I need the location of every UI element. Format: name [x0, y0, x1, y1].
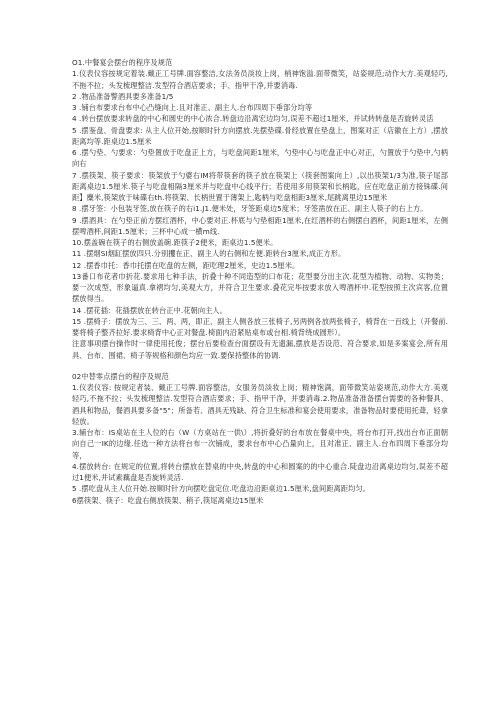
section-item: 12 .摆香巾托：香巾托摆在吃盘的左侧，距吃理2厘米，史边1.5厘米。 [72, 260, 300, 270]
section-item: 3.辅台布：IS桌站在主人位的右（W（方桌站在一供\）,将折叠好的台布放在餐桌中央，将台布打开,找出台布正面朝向自己一IK的边缘.任选一种方法将台布一次铺成，要求台布中心凸量向上，且对准正、副主人.台布四周下垂部分均等， [72, 428, 448, 460]
section-item: 11 .摆烟SI烟缸摆放四只.分别攫在正、副主人的右侧和左便.距转台3厘米,成正方形。 [72, 249, 346, 259]
section-heading: Ο1.中餐宴会摆台的程序及规范 [72, 58, 173, 67]
section-item: 6摆筷架、筷子：吃盘右侧放筷架、稍子,筷尾离桌边15厘米 [72, 495, 264, 505]
section-a-la-carte-setting [72, 371, 448, 506]
section-item: 1.仪表仪容按规定着装.戴正工号牌.面容整洁,女法务员淡妆上岗，梢神饱溢.面带微笑，站姿规范;动作大方.美观轻巧,不拖不拉；头发梳理整洁.发型符合酒店要求；手、指甲干净,并要消毒. [72, 69, 448, 90]
section-item: 4 .转台摆放要求转盘的中心和圆史的中心浓合.转盘边沿离宏边均匀,误差不超过1厘米，并试转转盘是否旋转灵活 [72, 114, 434, 124]
section-heading: 02中替零点摆台的程序及规范 [72, 371, 169, 381]
section-item: 8 .摆牙签：小包装牙签,放在筷子的右i1.J1.便米处，牙签距桌边5度米；牙签凿放在正、副主人筷子的右上方。 [72, 204, 428, 214]
section-item: 3 .铺台布要求台布中心凸缝向上.且对准正、副主人.台布四周下垂部分均等 [72, 103, 313, 112]
section-item: 1.仪表仪容: 按规定者装、戴正工号牌.面容整洁，女服务员淡妆上岗；精神饱满，面带微笑站姿规范,动作大方.美观轻巧,不拖不拉；头发梳理整洁.发型符合酒店要求；手、指甲干净，并要消毒.2.物品准备准备摆台需要的各种餐具、酒具和物品，餐酒具要多备"5"；所备若、酒具无残缺、符合卫生标准和宴会使用要求，准备物品时要使用托聋，轻拿轻放。 [72, 383, 448, 426]
section-banquet-setting [72, 57, 448, 361]
section-item: 2 .物品准备警酒具要多准备1/5 [72, 91, 174, 101]
section-item: 4.摆放转台: 在规定的位置,将转台摆放在替桌的中央,转盘的中心和圆案的的中心重合.陡盘边沿离桌边均匀,误差不超过1便米,并试素藕盘是否旋转灵活. [72, 461, 448, 482]
section-item: 6 .摆勺垫、勺要求：勺垫置放于吃盘正上方，与吃盘间距1厘米，勺垫中心与吃盘正中心对正，勺置放于勺垫中,勺柄向右 [72, 148, 448, 169]
section-item: 7 .摆筷架、筷子要求：筷架放于勺婆右IM将带筷套的筷子放在筷架上（筷套图案向上）,以出筷架1/3为准,筷子尾部距离桌边1.5厘米.筷子与吃盘相隔3厘米并与吃盘中心线平行；若使用多用筷架和长柄匙，应在吃盘正前方接铢碟.间距】麋米,筷架放于味碟右th.将筷架、长柄世置于薄架上,匙柄与吃盘相距3厘米,尾跳离里边15厘米 [72, 170, 448, 202]
section-item: 10.摆盖碗在筷子的右侧放盖碗.距筷子2便米，距桌边1.5便米。 [72, 238, 278, 247]
section-item: 15 .摆椅子：摆放为三、三、两、两，即正、副主人侧各放三张椅子,另两例各放两张椅子，椅背在一百线上（开餐前.要将椅子整齐拉好.要求椅背中心正对餐盘.椅面内沿紧贴桌布或台相.椅背绕成圆形）。 [72, 316, 448, 337]
section-item: 14 .摆花插：花插摆放在转台正中.花朝向主人。 [72, 305, 227, 315]
section-item: 5 .摆吃盘从主人位开始.按顺时针方向摆吃盘定位.吃盘边沿距桌边1.5厘米,盘间距离距均匀。 [72, 484, 370, 494]
section-item: 13番口布花者巾折花.要求用七种手法，折叠十种不同造型的口布花；花型要分出主次.花型为植物、动物、实物类；要一次成型，形象逼真.拿褶均匀,美观大方，并符合卫生要求.叠花完毕按要求放入啤酒杯中.花型按照主次宾客,位置摆放得当。 [72, 271, 448, 304]
section-item: 5 .摆鉴盘、骨盘要求: 从主人位开始,按顺时针方向摆放.先摆垫碟.骨经放置在垫盘上，图案对正（店徽在上方）,摆放距离均等.距桌边1.5厘米 [72, 125, 448, 146]
section-item: 9 .摆酒具：在勺垫正前方摆红酒杯，中心要对正.杯底与勺垫相距1厘米,在红酒杯的右侧摆白酒杯，间距1厘米，左侧摆啤酒杯,间距1.5厘米；三杯中心成一横m线. [72, 215, 448, 236]
section-item: 注意事项摆台操作时一律使用托俊；摆台后要检查台面摆设有无遗漏,摆放是否设范、符合要求,如是多案宴会,所有用具、台布、围裙、椅子等规格和颜色均应一致.要保持整体的协调. [72, 339, 448, 360]
